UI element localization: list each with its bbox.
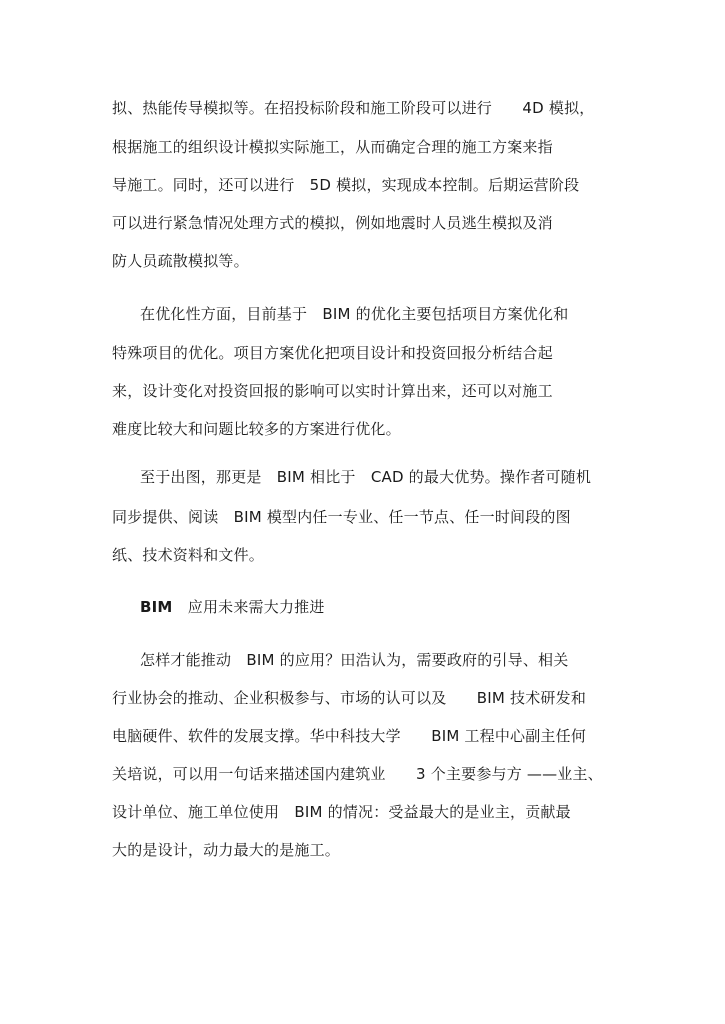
text-line: 在优化性方面，目前基于 BIM 的优化主要包括项目方案优化和 — [140, 305, 569, 323]
text-line: 关培说，可以用一句话来描述国内建筑业 3 个主要参与方 ——业主、 — [112, 765, 603, 783]
text-line: 特殊项目的优化。项目方案优化把项目设计和投资回报分析结合起 — [112, 344, 553, 362]
section-heading — [140, 597, 325, 617]
text-line: 怎样才能推动 BIM 的应用？田浩认为，需要政府的引导、相关 — [140, 651, 569, 669]
heading-prefix: BIM — [140, 598, 173, 616]
text-line: 至于出图，那更是 BIM 相比于 CAD 的最大优势。操作者可随机 — [140, 468, 592, 486]
text-line: 根据施工的组织设计模拟实际施工，从而确定合理的施工方案来指 — [112, 138, 553, 156]
text-line: 拟、热能传导模拟等。在招投标阶段和施工阶段可以进行 4D 模拟， — [112, 99, 595, 117]
text-line: 防人员疏散模拟等。 — [112, 252, 249, 270]
text-line: 来，设计变化对投资回报的影响可以实时计算出来，还可以对施工 — [112, 382, 553, 400]
text-line: 导施工。同时，还可以进行 5D 模拟，实现成本控制。后期运营阶段 — [112, 176, 580, 194]
text-line: 行业协会的推动、企业积极参与、市场的认可以及 BIM 技术研发和 — [112, 689, 587, 707]
text-line: 难度比较大和问题比较多的方案进行优化。 — [112, 420, 401, 438]
text-line: 可以进行紧急情况处理方式的模拟，例如地震时人员逃生模拟及消 — [112, 214, 553, 232]
text-line: 同步提供、阅读 BIM 模型内任一专业、任一节点、任一时间段的图 — [112, 508, 571, 526]
text-line: 电脑硬件、软件的发展支撑。华中科技大学 BIM 工程中心副主任何 — [112, 727, 587, 745]
text-line: 设计单位、施工单位使用 BIM 的情况：受益最大的是业主，贡献最 — [112, 803, 571, 821]
text-line: 纸、技术资料和文件。 — [112, 546, 265, 564]
text-line: 大的是设计，动力最大的是施工。 — [112, 841, 341, 859]
heading-text: 应用未来需大力推进 — [172, 598, 325, 616]
